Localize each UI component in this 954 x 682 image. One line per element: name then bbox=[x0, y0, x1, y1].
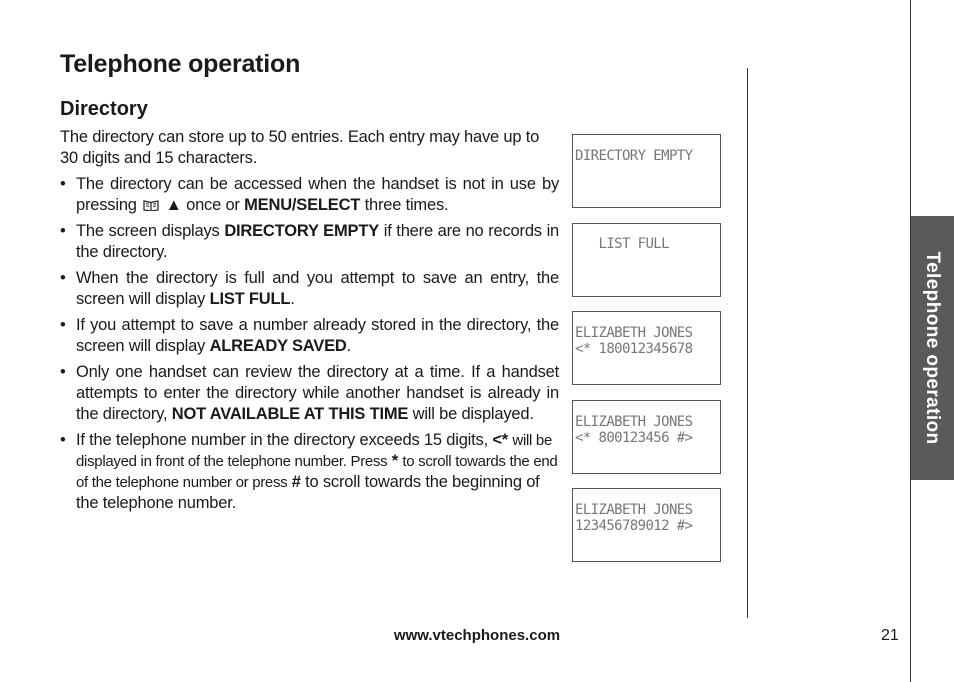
intro-paragraph: The directory can store up to 50 entries. Each entry may have up to 30 digits and 15 characters. bbox=[60, 128, 540, 167]
lcd-screen bbox=[572, 488, 721, 562]
list-item: • If you attempt to save a number already stored in the directory, the screen will display ALREADY SAVED. bbox=[60, 315, 559, 357]
pound-key-symbol: # bbox=[291, 473, 301, 491]
list-item: • When the directory is full and you attempt to save an entry, the screen will display LIST FULL. bbox=[60, 268, 559, 310]
list-item: • The screen displays DIRECTORY EMPTY if there are no records in the directory. bbox=[60, 221, 559, 263]
lcd-screen bbox=[572, 311, 721, 385]
footer-url: www.vtechphones.com bbox=[393, 627, 561, 644]
lcd-line-1: ELIZABETH JONES bbox=[575, 502, 693, 518]
scroll-symbol: <* bbox=[492, 431, 509, 449]
column-divider bbox=[747, 68, 748, 618]
lcd-line-1: LIST FULL bbox=[575, 236, 669, 252]
star-key-symbol: * bbox=[391, 452, 398, 470]
lcd-line-1: ELIZABETH JONES bbox=[575, 325, 693, 341]
lcd-line-2: <* 800123456 #> bbox=[575, 430, 693, 446]
page-number: 21 bbox=[881, 627, 899, 644]
lcd-line-2: <* 180012345678 bbox=[575, 341, 693, 357]
up-arrow-icon: ▲ bbox=[165, 196, 182, 214]
instruction-list bbox=[60, 174, 559, 519]
lcd-screen bbox=[572, 223, 721, 297]
section-heading: Directory bbox=[60, 98, 148, 120]
list-item: • The directory can be accessed when the handset is not in use by pressing ▲ once or MENU/SELECT three times. bbox=[60, 174, 559, 216]
list-item: • Only one handset can review the directory at a time. If a handset attempts to enter the directory while another handset is already in the directory, NOT AVAILABLE AT THIS TIME will be displayed. bbox=[60, 362, 559, 425]
lcd-line-1: DIRECTORY EMPTY bbox=[575, 148, 693, 164]
lcd-line-2: 123456789012 #> bbox=[575, 518, 693, 534]
section-side-tab bbox=[911, 216, 954, 480]
list-item: • If the telephone number in the directory exceeds 15 digits, <* will be displayed in front of the telephone number. Press * to scroll towards the end of the telephone number or press # to scroll towards the beginning of the telephone number. bbox=[60, 430, 559, 514]
lcd-screen bbox=[572, 134, 721, 208]
lcd-screen bbox=[572, 400, 721, 474]
page-title: Telephone operation bbox=[60, 50, 301, 78]
directory-book-icon bbox=[143, 199, 159, 211]
lcd-line-1: ELIZABETH JONES bbox=[575, 414, 693, 430]
side-tab-label: Telephone operation bbox=[922, 251, 943, 445]
